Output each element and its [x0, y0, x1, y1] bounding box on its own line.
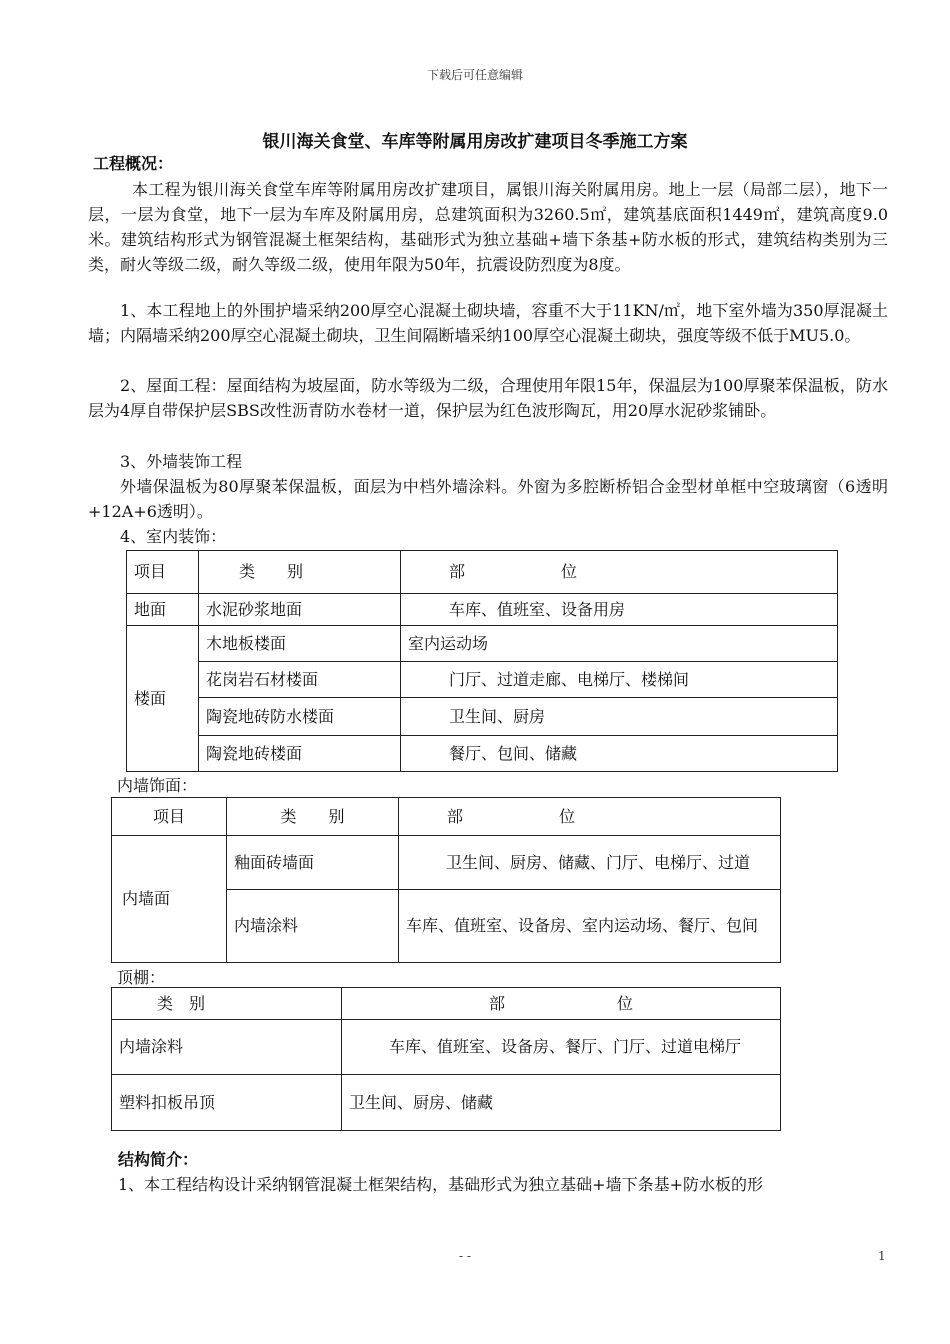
- table-cell: 餐厅、包间、储藏: [401, 736, 838, 772]
- interior-wall-table: [111, 797, 781, 963]
- table-row: [127, 662, 838, 698]
- item-4-title: 4、室内装饰：: [120, 527, 227, 546]
- table-cell: 木地板楼面: [199, 626, 401, 662]
- header-cell: 项目: [112, 798, 227, 836]
- header-cell: 类 别: [112, 988, 342, 1020]
- ceiling-label: 顶棚：: [117, 968, 166, 987]
- table-row: [112, 836, 781, 890]
- page-number: 1: [878, 1249, 886, 1263]
- structure-item-1: 1、本工程结构设计采纳钢管混凝土框架结构，基础形式为独立基础+墙下条基+防水板的形: [118, 1175, 763, 1194]
- table-cell: 室内运动场: [401, 626, 838, 662]
- table-cell: 车库、值班室、设备房、餐厅、门厅、过道电梯厅: [342, 1020, 781, 1075]
- table-cell: 卫生间、厨房、储藏: [342, 1075, 781, 1131]
- table-header-row: [112, 988, 781, 1020]
- section-heading-overview: 工程概况：: [93, 154, 174, 173]
- table-row: [112, 1075, 781, 1131]
- table-cell: 车库、值班室、设备房、室内运动场、餐厅、包间: [399, 890, 781, 963]
- table-cell: 卫生间、厨房、储藏、门厅、电梯厅、过道: [399, 836, 781, 890]
- item-3-paragraph: 外墙保温板为80厚聚苯保温板，面层为中档外墙涂料。外窗为多腔断桥铝合金型材单框中空玻璃窗（6透明+12A+6透明）。: [88, 477, 888, 521]
- table-cell: 水泥砂浆地面: [199, 594, 401, 626]
- table-cell: 卫生间、厨房: [401, 698, 838, 736]
- table-cell: 内墙涂料: [112, 1020, 342, 1075]
- table-header-row: [112, 798, 781, 836]
- table-row: [127, 698, 838, 736]
- table-cell: 地面: [127, 594, 199, 626]
- interior-wall-label: 内墙饰面：: [117, 776, 198, 795]
- header-cell: 项目: [127, 551, 199, 594]
- table-row: [127, 736, 838, 772]
- item-3-title: 3、外墙装饰工程: [120, 452, 243, 471]
- section-heading-structure: 结构简介：: [118, 1150, 199, 1169]
- document-title: 银川海关食堂、车库等附属用房改扩建项目冬季施工方案: [262, 132, 688, 152]
- header-cell: 类 别: [227, 798, 399, 836]
- group-label-cell: 内墙面: [112, 836, 227, 963]
- table-header-row: [127, 551, 838, 594]
- floor-finish-table: [126, 550, 838, 772]
- header-cell: 部 位: [342, 988, 781, 1020]
- item-1-paragraph: 1、本工程地上的外围护墙采纳200厚空心混凝土砌块墙，容重不大于11KN/㎡，地下室外墙为350厚混凝土墙；内隔墙采纳200厚空心混凝土砌块，卫生间隔断墙采纳100厚空心混凝土砌块，强度等级不低于MU5.0。: [88, 301, 888, 345]
- table-cell: 门厅、过道走廊、电梯厅、楼梯间: [401, 662, 838, 698]
- table-row: [127, 626, 838, 662]
- footer-center-mark: - -: [459, 1249, 471, 1263]
- table-cell: 陶瓷地砖防水楼面: [199, 698, 401, 736]
- item-2-paragraph: 2、屋面工程：屋面结构为坡屋面，防水等级为二级，合理使用年限15年，保温层为100厚聚苯保温板，防水层为4厚自带保护层SBS改性沥青防水卷材一道，保护层为红色波形陶瓦，用20厚水泥砂浆铺卧。: [88, 376, 888, 420]
- table-row: [127, 594, 838, 626]
- group-label-cell: 楼面: [127, 626, 199, 772]
- header-cell: 部 位: [401, 551, 838, 594]
- table-cell: 陶瓷地砖楼面: [199, 736, 401, 772]
- ceiling-table: [111, 987, 781, 1131]
- table-cell: 塑料扣板吊顶: [112, 1075, 342, 1131]
- header-cell: 类 别: [199, 551, 401, 594]
- table-cell: 花岗岩石材楼面: [199, 662, 401, 698]
- header-note: 下载后可任意编辑: [426, 68, 523, 82]
- header-cell: 部 位: [399, 798, 781, 836]
- table-cell: 内墙涂料: [227, 890, 399, 963]
- table-row: [112, 1020, 781, 1075]
- table-cell: 釉面砖墙面: [227, 836, 399, 890]
- overview-paragraph: 本工程为银川海关食堂车库等附属用房改扩建项目，属银川海关附属用房。地上一层（局部二层），地下一层，一层为食堂，地下一层为车库及附属用房，总建筑面积为3260.5㎡，建筑基底面积1449㎡，建筑高度9.0米。建筑结构形式为钢管混凝土框架结构，基础形式为独立基础+墙下条基+防水板的形式，建筑结构类别为三类，耐火等级二级，耐久等级二级，使用年限为50年，抗震设防烈度为8度。: [88, 180, 888, 274]
- table-cell: 车库、值班室、设备用房: [401, 594, 838, 626]
